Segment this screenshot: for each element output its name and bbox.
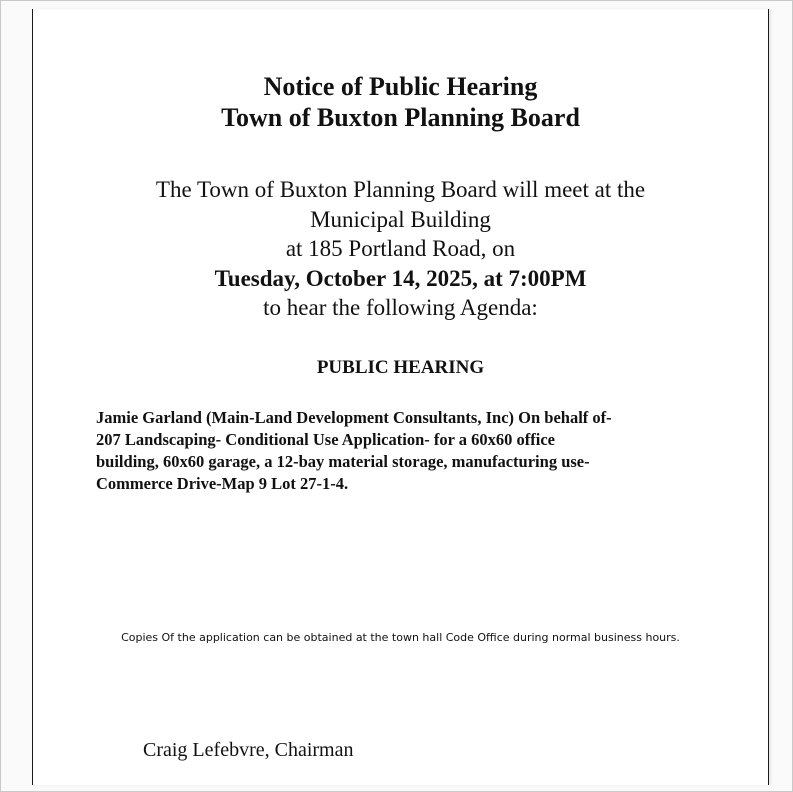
agenda-line-4: Commerce Drive-Map 9 Lot 27-1-4. [96,474,349,493]
copies-note: Copies Of the application can be obtained at the town hall Code Office during normal business hours. [121,631,680,644]
agenda-line-1: Jamie Garland (Main-Land Development Consultants, Inc) On behalf of- [96,408,612,427]
public-hearing-heading: PUBLIC HEARING [316,357,485,378]
notice-title [33,71,768,133]
intro-line-1: The Town of Buxton Planning Board will meet at the [155,177,646,202]
chairman-signature: Craig Lefebvre, Chairman [143,739,354,761]
agenda-line-2: 207 Landscaping- Conditional Use Application- for a 60x60 office [96,430,555,449]
agenda-line-3: building, 60x60 garage, a 12-bay material storage, manufacturing use- [96,452,590,471]
intro-line-2: Municipal Building [310,206,491,232]
title-line-2: Town of Buxton Planning Board [221,103,580,132]
intro-line-5: to hear the following Agenda: [263,295,538,320]
document-page [32,9,769,785]
intro-line-3: at 185 Portland Road, on [285,236,516,261]
agenda-item [96,407,716,495]
meeting-intro [33,175,768,323]
title-line-1: Notice of Public Hearing [263,72,538,101]
meeting-datetime: Tuesday, October 14, 2025, at 7:00PM [214,265,587,291]
